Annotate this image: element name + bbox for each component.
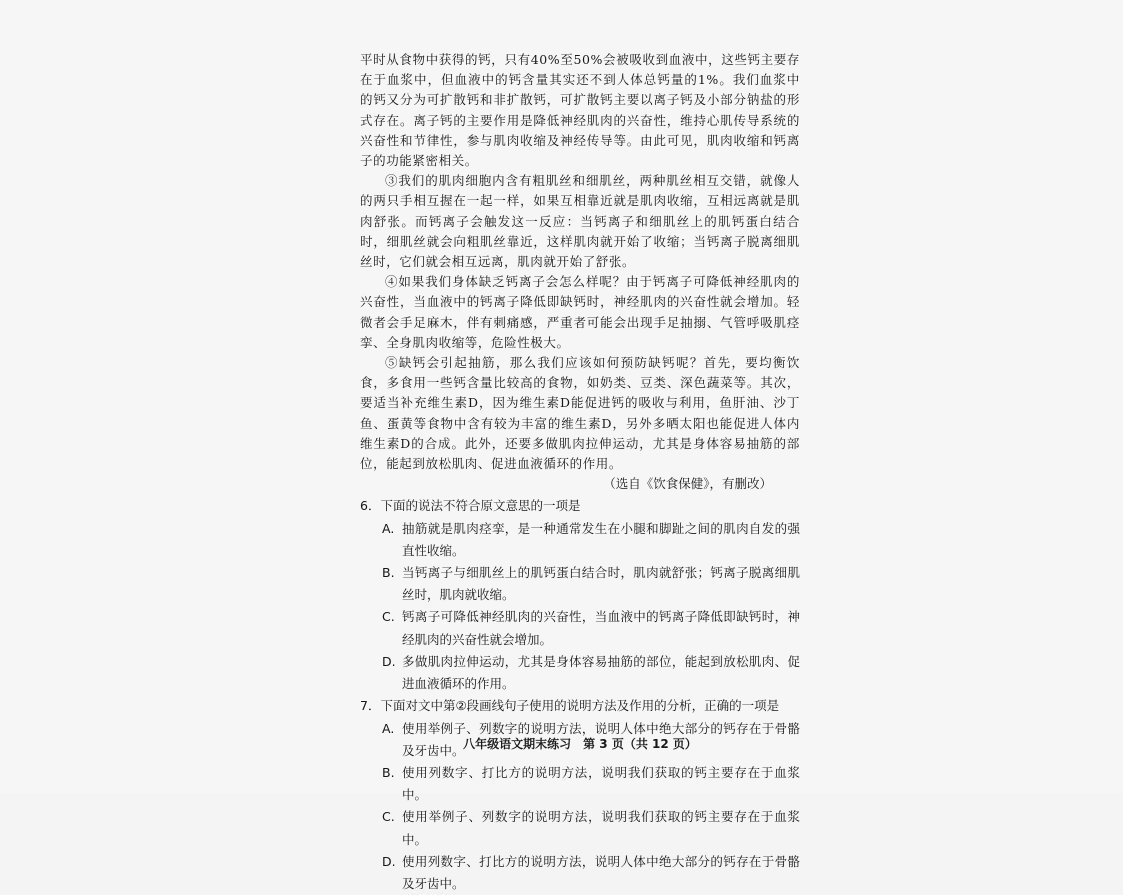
passage-source: （选自《饮食保健》，有删改）: [603, 476, 772, 492]
question-7-option-b: [360, 762, 800, 806]
question-6-option-d: [360, 651, 800, 695]
option-letter: D.: [382, 853, 396, 869]
page-footer: 八年级语文期末练习 第 3 页（共 12 页）: [463, 737, 697, 751]
question-7-option-d: [360, 851, 800, 895]
question-6-option-b: [360, 562, 800, 606]
option-letter: B.: [382, 565, 395, 581]
passage-paragraph-1: 平时从食物中获得的钙，只有40%至50%会被吸收到血液中，这些钙主要存在于血浆中，但血液中的钙含量其实还不到人体总钙量的1%。我们血浆中的钙又分为可扩散钙和非扩散钙，可扩散钙主要以离子钙及小部分钠盐的形式存在。离子钙的主要作用是降低神经肌肉的兴奋性，维持心肌传导系统的兴奋性和节律性，参与肌肉收缩及神经传导等。由此可见，肌肉收缩和钙离子的功能紧密相关。: [360, 52, 800, 169]
option-letter: B.: [382, 764, 395, 780]
option-text: 使用列数字、打比方的说明方法，说明我们获取的钙主要存在于血浆中。: [402, 764, 800, 803]
question-6-stem: 6．下面的说法不符合原文意思的一项是: [360, 498, 581, 514]
option-letter: C.: [382, 809, 395, 825]
question-list: [360, 495, 800, 895]
option-letter: A.: [382, 720, 395, 736]
option-letter: A.: [382, 520, 395, 536]
passage-paragraph-4: ④如果我们身体缺乏钙离子会怎么样呢？由于钙离子可降低神经肌肉的兴奋性，当血液中的钙离子降低即缺钙时，神经肌肉的兴奋性就会增加。轻微者会手足麻木，伴有刺痛感，严重者可能会出现手足抽搦、气管呼吸肌痉挛、全身肌肉收缩等，危险性极大。: [360, 274, 800, 350]
passage-paragraph-3: ③我们的肌肉细胞内含有粗肌丝和细肌丝，两种肌丝相互交错，就像人的两只手相互握在一起一样，如果互相靠近就是肌肉收缩，互相远离就是肌肉舒张。而钙离子会触发这一反应：当钙离子和细肌丝上的肌钙蛋白结合时，细肌丝就会向粗肌丝靠近，这样肌肉就开始了收缩；当钙离子脱离细肌丝时，它们就会相互远离，肌肉就开始了舒张。: [360, 173, 800, 270]
option-text: 抽筋就是肌肉痉挛，是一种通常发生在小腿和脚趾之间的肌肉自发的强直性收缩。: [402, 520, 800, 558]
question-6-option-c: [360, 606, 800, 650]
question-6-option-a: [360, 518, 800, 562]
question-7-option-c: [360, 806, 800, 850]
option-text: 使用举例子、列数字的说明方法，说明人体中绝大部分的钙存在于骨骼及牙齿中。: [402, 720, 800, 758]
passage-paragraph-5: ⑤缺钙会引起抽筋，那么我们应该如何预防缺钙呢？首先，要均衡饮食，多食用一些钙含量比较高的食物，如奶类、豆类、深色蔬菜等。其次，要适当补充维生素D，因为维生素D能促进钙的吸收与利用，鱼肝油、沙丁鱼、蛋黄等食物中含有较为丰富的维生素D，另外多晒太阳也能促进人体内维生素D的合成。此外，还要多做肌肉拉伸运动，尤其是身体容易抽筋的部位，能起到放松肌肉、促进血液循环的作用。: [360, 355, 800, 472]
option-letter: C.: [382, 609, 395, 625]
option-letter: D.: [382, 653, 396, 669]
option-text: 钙离子可降低神经肌肉的兴奋性，当血液中的钙离子降低即缺钙时，神经肌肉的兴奋性就会增加。: [402, 609, 800, 647]
option-text: 当钙离子与细肌丝上的肌钙蛋白结合时，肌肉就舒张；钙离子脱离细肌丝时，肌肉就收缩。: [402, 565, 800, 603]
option-text: 多做肌肉拉伸运动，尤其是身体容易抽筋的部位，能起到放松肌肉、促进血液循环的作用。: [402, 653, 800, 692]
option-text: 使用列数字、打比方的说明方法，说明人体中绝大部分的钙存在于骨骼及牙齿中。: [402, 853, 800, 891]
option-text: 使用举例子、列数字的说明方法，说明我们获取的钙主要存在于血浆中。: [402, 809, 800, 847]
exam-sheet: [360, 50, 800, 895]
question-7-stem: 7．下面对文中第②段画线句子使用的说明方法及作用的分析，正确的一项是: [360, 698, 780, 714]
